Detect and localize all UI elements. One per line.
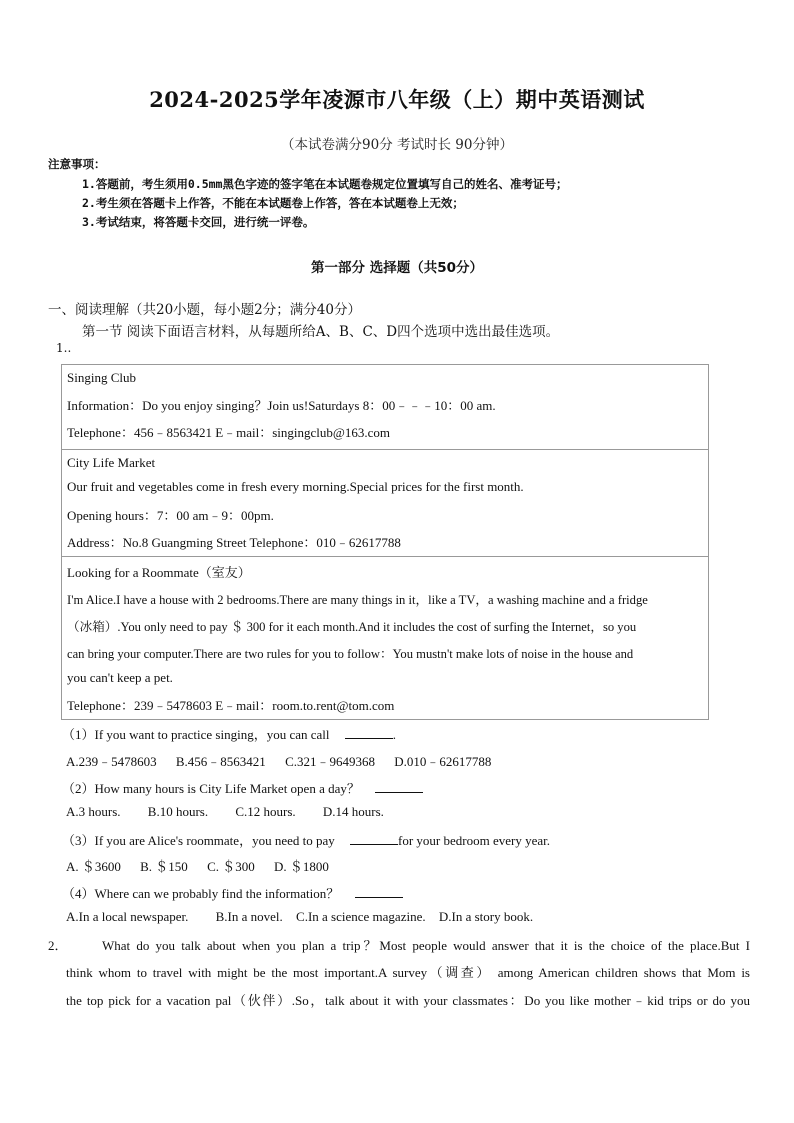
singing-club-info: Information：Do you enjoy singing？Join us!Saturdays 8：00﹣﹣﹣10：00 am.	[67, 398, 496, 413]
roommate-title: Looking for a Roommate（室友）	[67, 565, 251, 580]
option-a: A.239﹣5478603	[66, 754, 157, 769]
option-b: B. ＄150	[140, 859, 188, 874]
singing-club-contact: Telephone：456﹣8563421 E﹣mail：singingclub@163.com	[67, 425, 391, 440]
option-a: A.In a local newspaper.	[66, 909, 189, 924]
market-title: City Life Market	[67, 455, 156, 470]
section-instruction: 第一节 阅读下面语言材料，从每题所给A、B、C、D四个选项中选出最佳选项。	[82, 324, 560, 340]
note-item: 3.考试结束，将答题卡交回，进行统一评卷。	[82, 215, 315, 229]
roommate-contact: Telephone：239﹣5478603 E﹣mail：room.to.rent@tom.com	[67, 698, 395, 713]
market-address: Address：No.8 Guangming Street Telephone：010﹣62617788	[67, 535, 401, 550]
exam-title: 2024-2025学年凌源市八年级（上）期中英语测试	[149, 87, 645, 112]
roommate-text: I'm Alice.I have a house with 2 bedrooms.There are many things in it，like a TV，a washing machine and a fridge	[67, 593, 648, 607]
roommate-text: you can't keep a pet.	[67, 670, 173, 685]
option-b: B.10 hours.	[147, 804, 209, 819]
answer-blank	[375, 782, 423, 793]
note-item: 1.答题前，考生须用0.5mm黑色字迹的签字笔在本试题卷规定位置填写自己的姓名、准考证号；	[82, 177, 568, 191]
question-options	[66, 751, 507, 770]
passage-line: What do you talk about when you plan a trip？Most people would answer that it is the choice of the place.But I	[102, 938, 750, 953]
option-c: C.In a science magazine.	[296, 909, 426, 924]
option-d: D.14 hours.	[322, 804, 384, 819]
option-a: A. ＄3600	[66, 859, 121, 874]
question-options	[66, 909, 549, 925]
option-d: D.010﹣62617788	[394, 754, 492, 769]
question-stem: （2）How many hours is City Life Market open a day？	[62, 778, 423, 797]
note-item: 2.考生须在答题卡上作答，不能在本试题卷上作答，答在本试题卷上无效；	[82, 196, 464, 210]
question-number: 1..	[56, 341, 72, 355]
question-options	[66, 856, 345, 875]
market-desc: Our fruit and vegetables come in fresh every morning.Special prices for the first month.	[67, 479, 524, 494]
roommate-cell	[62, 556, 708, 721]
option-a: A.3 hours.	[66, 804, 121, 819]
option-c: C.321﹣9649368	[285, 754, 375, 769]
singing-club-title: Singing Club	[67, 370, 136, 385]
option-b: B.In a novel.	[215, 909, 283, 924]
option-c: C.12 hours.	[235, 804, 296, 819]
answer-blank	[345, 728, 393, 739]
singing-club-cell	[62, 365, 708, 449]
option-d: D.In a story book.	[438, 909, 534, 924]
section-heading: 一、阅读理解（共20小题，每小题2分；满分40分）	[48, 302, 361, 318]
passage-line: think whom to travel with might be the most important.A survey（调查） among American children shows that Mom is	[66, 965, 750, 980]
passage-line: the top pick for a vacation pal（伙伴）.So，talk about it with your classmates：Do you like mother﹣kid trips or do you	[66, 993, 750, 1008]
market-cell	[62, 449, 708, 556]
question-options	[66, 804, 400, 820]
answer-blank	[350, 834, 398, 845]
option-b: B.456﹣8563421	[175, 754, 266, 769]
part-one-title: 第一部分 选择题（共50分）	[311, 260, 483, 276]
notes-heading: 注意事项：	[48, 157, 106, 171]
option-d: D. ＄1800	[273, 859, 329, 874]
question-stem: （4）Where can we probably find the information？	[62, 883, 403, 902]
question-stem: （3）If you are Alice's roommate，you need to pay for your bedroom every year.	[62, 833, 550, 848]
roommate-text: （冰箱）.You only need to pay ＄ 300 for it each month.And it includes the cost of surfing the Internet，so you	[67, 620, 637, 634]
exam-subtitle: （本试卷满分90分 考试时长 90分钟）	[281, 137, 513, 153]
option-c: C. ＄300	[207, 859, 255, 874]
roommate-text: can bring your computer.There are two rules for you to follow：You mustn't make lots of noise in the house and	[67, 647, 634, 661]
question-stem: （1）If you want to practice singing，you can call .	[62, 727, 397, 742]
answer-blank	[355, 887, 403, 898]
reading-material-table	[61, 364, 709, 720]
market-hours: Opening hours：7：00 am﹣9：00pm.	[67, 508, 274, 523]
question-number: 2．	[48, 938, 68, 953]
